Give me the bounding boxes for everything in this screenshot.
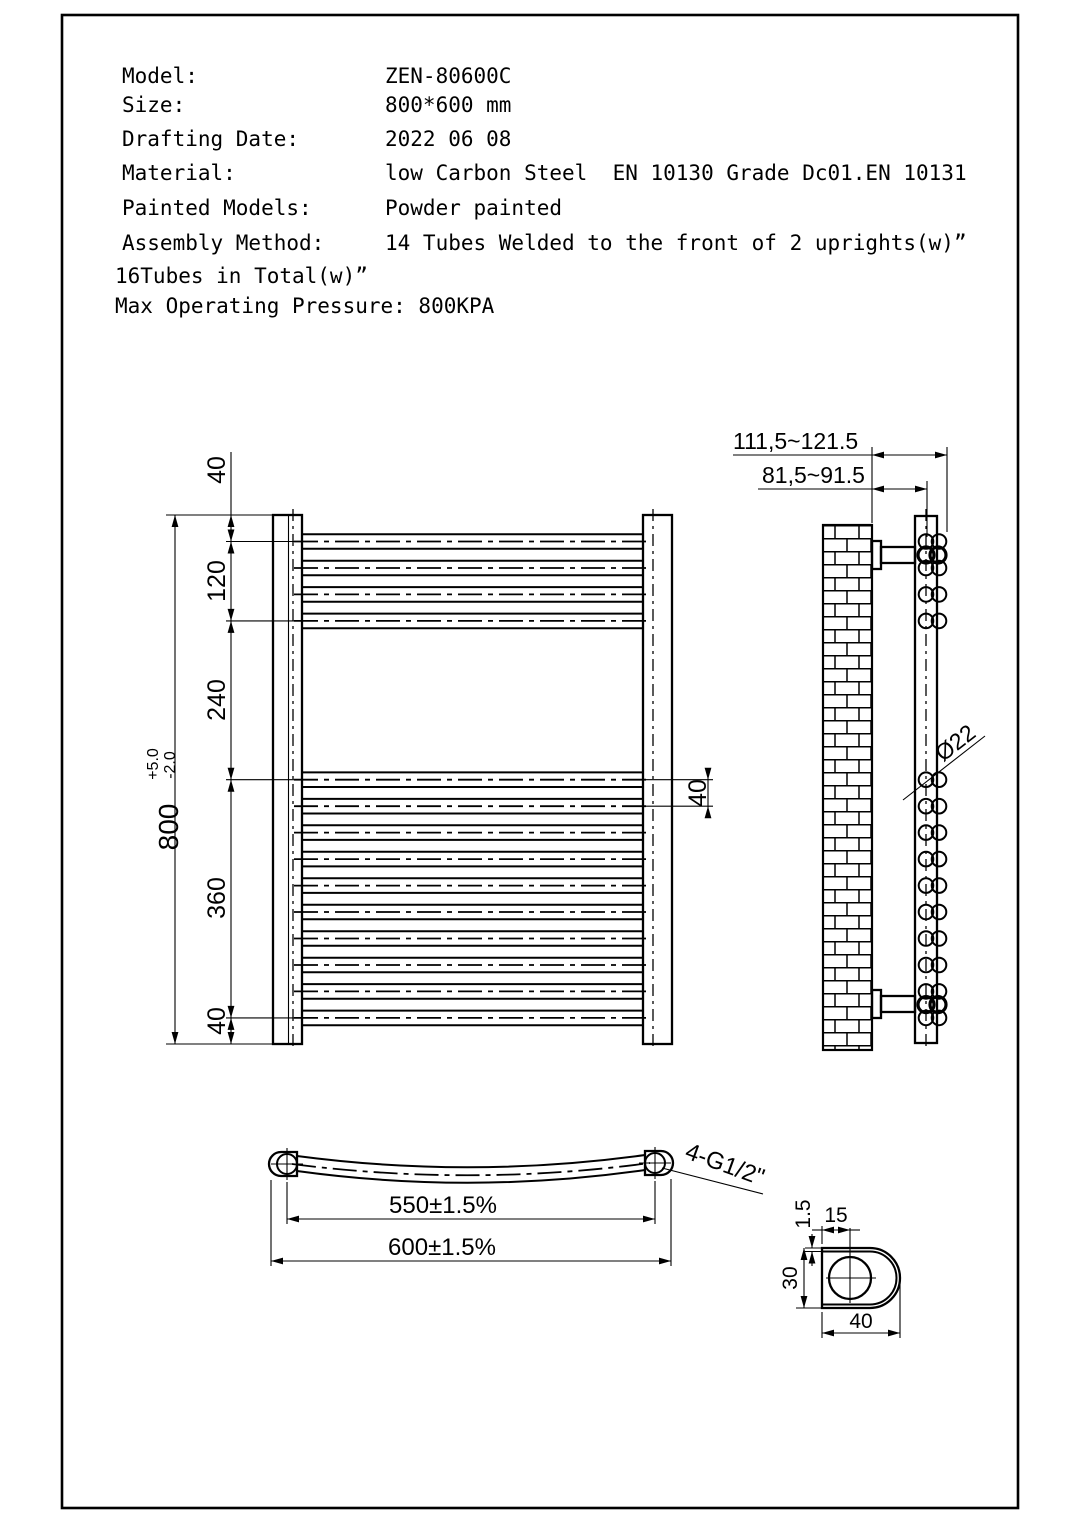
front-dim-pitch-label: 40 (684, 779, 712, 807)
spec-label: Assembly Method: (122, 231, 325, 255)
front-dim-top-label: 40 (203, 456, 231, 484)
tube-diameter-label: Ø22 (930, 719, 981, 767)
curved-tube-top-edge (297, 1155, 645, 1167)
side-bottom-bracket (872, 990, 915, 1018)
side-tube-circles (919, 534, 947, 1025)
front-dim-120-label: 120 (203, 560, 231, 602)
spec-pressure: Max Operating Pressure: 800KPA (115, 294, 495, 318)
spec-tubes-total: 16Tubes in Total(w)” (115, 264, 368, 288)
detail-dim-thickness (792, 1199, 822, 1266)
spec-label: Drafting Date: (122, 127, 300, 151)
detail-dim-hole-offset (812, 1204, 860, 1244)
front-dim-240-label: 240 (203, 679, 231, 721)
spec-value: 800*600 mm (385, 93, 512, 117)
detail-dim-40-label: 40 (849, 1310, 873, 1333)
detail-dim-30-label: 30 (779, 1266, 802, 1290)
front-dim-800-label: 800 (153, 803, 184, 851)
spec-label: Model: (122, 64, 198, 88)
spec-label: Size: (122, 93, 186, 117)
front-dim-bottom-label: 40 (203, 1007, 231, 1035)
front-dim-pitch (645, 768, 713, 818)
front-dim-segments (203, 452, 302, 1044)
bracket-detail (779, 1199, 900, 1338)
front-dim-800-tol-minus: -2.0 (162, 751, 179, 779)
bottom-dim-centers (287, 1181, 655, 1224)
side-bottom-fitting (918, 997, 946, 1013)
bottom-dim-overall-label: 600±1.5% (388, 1234, 496, 1261)
curved-tube-bottom-edge (297, 1170, 645, 1183)
front-tubes (294, 534, 651, 1025)
side-top-bracket (872, 541, 915, 569)
front-dim-360-label: 360 (203, 877, 231, 919)
spec-block (115, 64, 967, 318)
spec-label: Material: (122, 161, 236, 185)
thread-callout (662, 1138, 768, 1194)
side-view (733, 428, 985, 1050)
front-dim-800-tol-plus: +5.0 (145, 748, 162, 780)
spec-value: low Carbon Steel EN 10130 Grade Dc01.EN 10131 (385, 161, 967, 185)
side-dim-depth-total-label: 111,5~121.5 (733, 428, 859, 454)
detail-dim-15-label: 15 (824, 1204, 848, 1227)
thread-label: 4-G1/2" (681, 1137, 768, 1192)
bottom-dim-centers-label: 550±1.5% (389, 1192, 497, 1219)
detail-dim-1-5-label: 1.5 (792, 1199, 815, 1229)
spec-value: 14 Tubes Welded to the front of 2 uprights(w)” (385, 231, 967, 255)
wall-section (823, 525, 872, 1050)
detail-dim-height (779, 1248, 822, 1308)
front-view (145, 452, 713, 1050)
spec-value: ZEN-80600C (385, 64, 512, 88)
side-dim-depth-center-label: 81,5~91.5 (762, 462, 865, 488)
spec-value: 2022 06 08 (385, 127, 512, 151)
side-top-fitting (918, 547, 946, 563)
spec-label: Painted Models: (122, 196, 312, 220)
spec-value: Powder painted (385, 196, 563, 220)
curved-tube-centerline (292, 1163, 650, 1175)
bottom-view (269, 1138, 768, 1266)
